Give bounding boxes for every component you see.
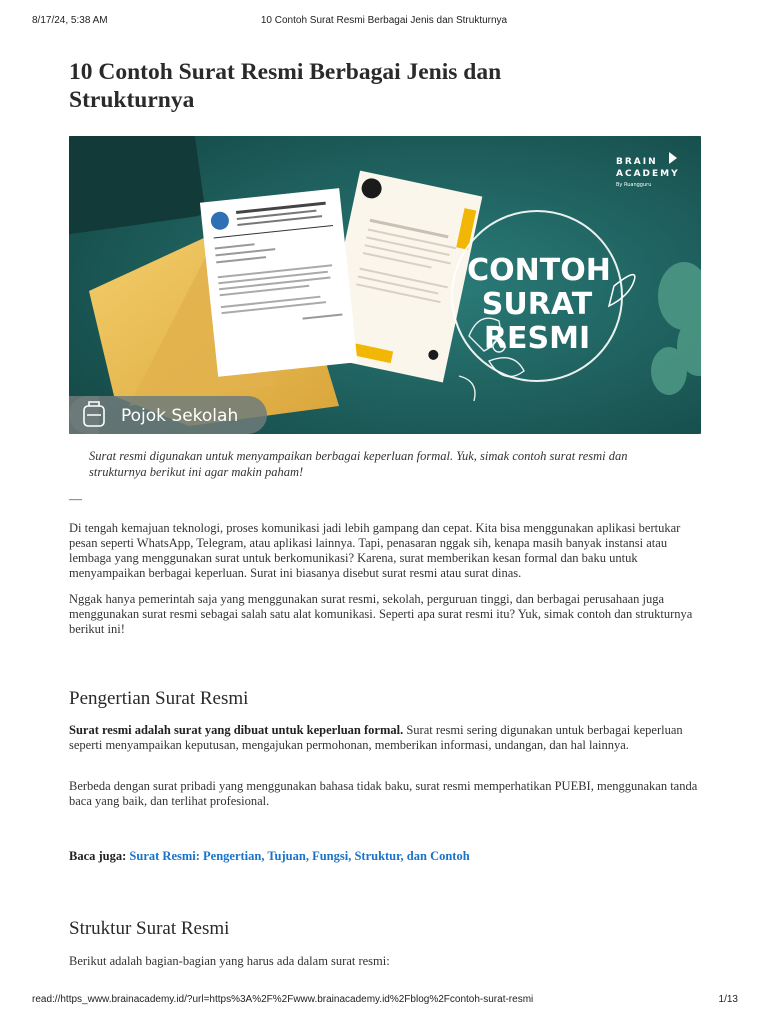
article-lead: Surat resmi digunakan untuk menyampaikan berbagai keperluan formal. Yuk, simak contoh surat resmi dan strukturnya berikut ini agar makin paham! [89, 449, 628, 479]
paragraph-usage: Nggak hanya pemerintah saja yang menggunakan surat resmi, sekolah, perguruan tinggi, dan berbagai perusahaan juga menggunakan surat resmi sebagai salah satu alat komunikasi. Seperti apa surat resmi itu? Yuk, simak contoh dan strukturnya berikut ini! [69, 592, 693, 636]
print-page-number: 1/13 [718, 994, 738, 1005]
article-title [69, 58, 701, 114]
hero-headline-3: RESMI [483, 321, 591, 356]
definition-rest: Surat resmi sering digunakan untuk berbagai keperluan seperti menyampaikan keputusan, mengajukan permohonan, memberikan informasi, undangan, dan hal lainnya. [69, 723, 683, 752]
hero-headline-2: SURAT [481, 287, 593, 322]
article-title-line-1: 10 Contoh Surat Resmi Berbagai Jenis dan [69, 59, 502, 85]
print-header [0, 15, 768, 31]
section-heading-pengertian: Pengertian Surat Resmi [69, 688, 249, 709]
front-letter [200, 188, 358, 377]
paragraph-struktur-intro: Berikut adalah bagian-bagian yang harus ada dalam surat resmi: [69, 954, 390, 968]
separator: — [69, 491, 82, 506]
paragraph-difference: Berbeda dengan surat pribadi yang menggunakan bahasa tidak baku, surat resmi memperhatikan PUEBI, menggunakan tanda baca yang baik, dan terlihat profesional. [69, 779, 698, 808]
hero-headline-1: CONTOH [467, 253, 611, 288]
baca-juga [69, 848, 470, 864]
hero-image [69, 136, 701, 434]
print-datetime: 8/17/24, 5:38 AM [32, 15, 108, 26]
print-footer [0, 994, 768, 1010]
brand-line-2: ACADEMY [616, 169, 680, 179]
print-url: read://https_www.brainacademy.id/?url=https%3A%2F%2Fwww.brainacademy.id%2Fblog%2Fcontoh-surat-resmi [32, 994, 534, 1005]
definition-bold: Surat resmi adalah surat yang dibuat untuk keperluan formal. [69, 723, 404, 737]
baca-juga-label: Baca juga: [69, 849, 130, 863]
brand-sub: By Ruangguru [616, 182, 652, 188]
paragraph-definition [69, 723, 701, 753]
brand-line-1: BRAIN [616, 157, 658, 167]
article-header [69, 58, 701, 114]
paragraph-intro: Di tengah kemajuan teknologi, proses komunikasi jadi lebih gampang dan cepat. Kita bisa menggunakan aplikasi bertukar pesan seperti WhatsApp, Telegram, atau aplikasi lainnya. Tapi, penasaran nggak sih, kenapa masih banyak instansi atau lembaga yang menggunakan surat untuk berkomunikasi? Karena, surat memberikan kesan formal dan baku untuk menyampaikan berbagai keperluan. Surat ini biasanya disebut surat resmi atau surat dinas. [69, 521, 681, 580]
baca-juga-link[interactable]: Surat Resmi: Pengertian, Tujuan, Fungsi, Struktur, dan Contoh [129, 849, 470, 863]
print-doc-title: 10 Contoh Surat Resmi Berbagai Jenis dan Strukturnya [260, 15, 508, 26]
pojok-label: Pojok Sekolah [121, 406, 239, 426]
section-heading-struktur: Struktur Surat Resmi [69, 918, 230, 939]
article-title-line-2: Strukturnya [69, 87, 195, 113]
